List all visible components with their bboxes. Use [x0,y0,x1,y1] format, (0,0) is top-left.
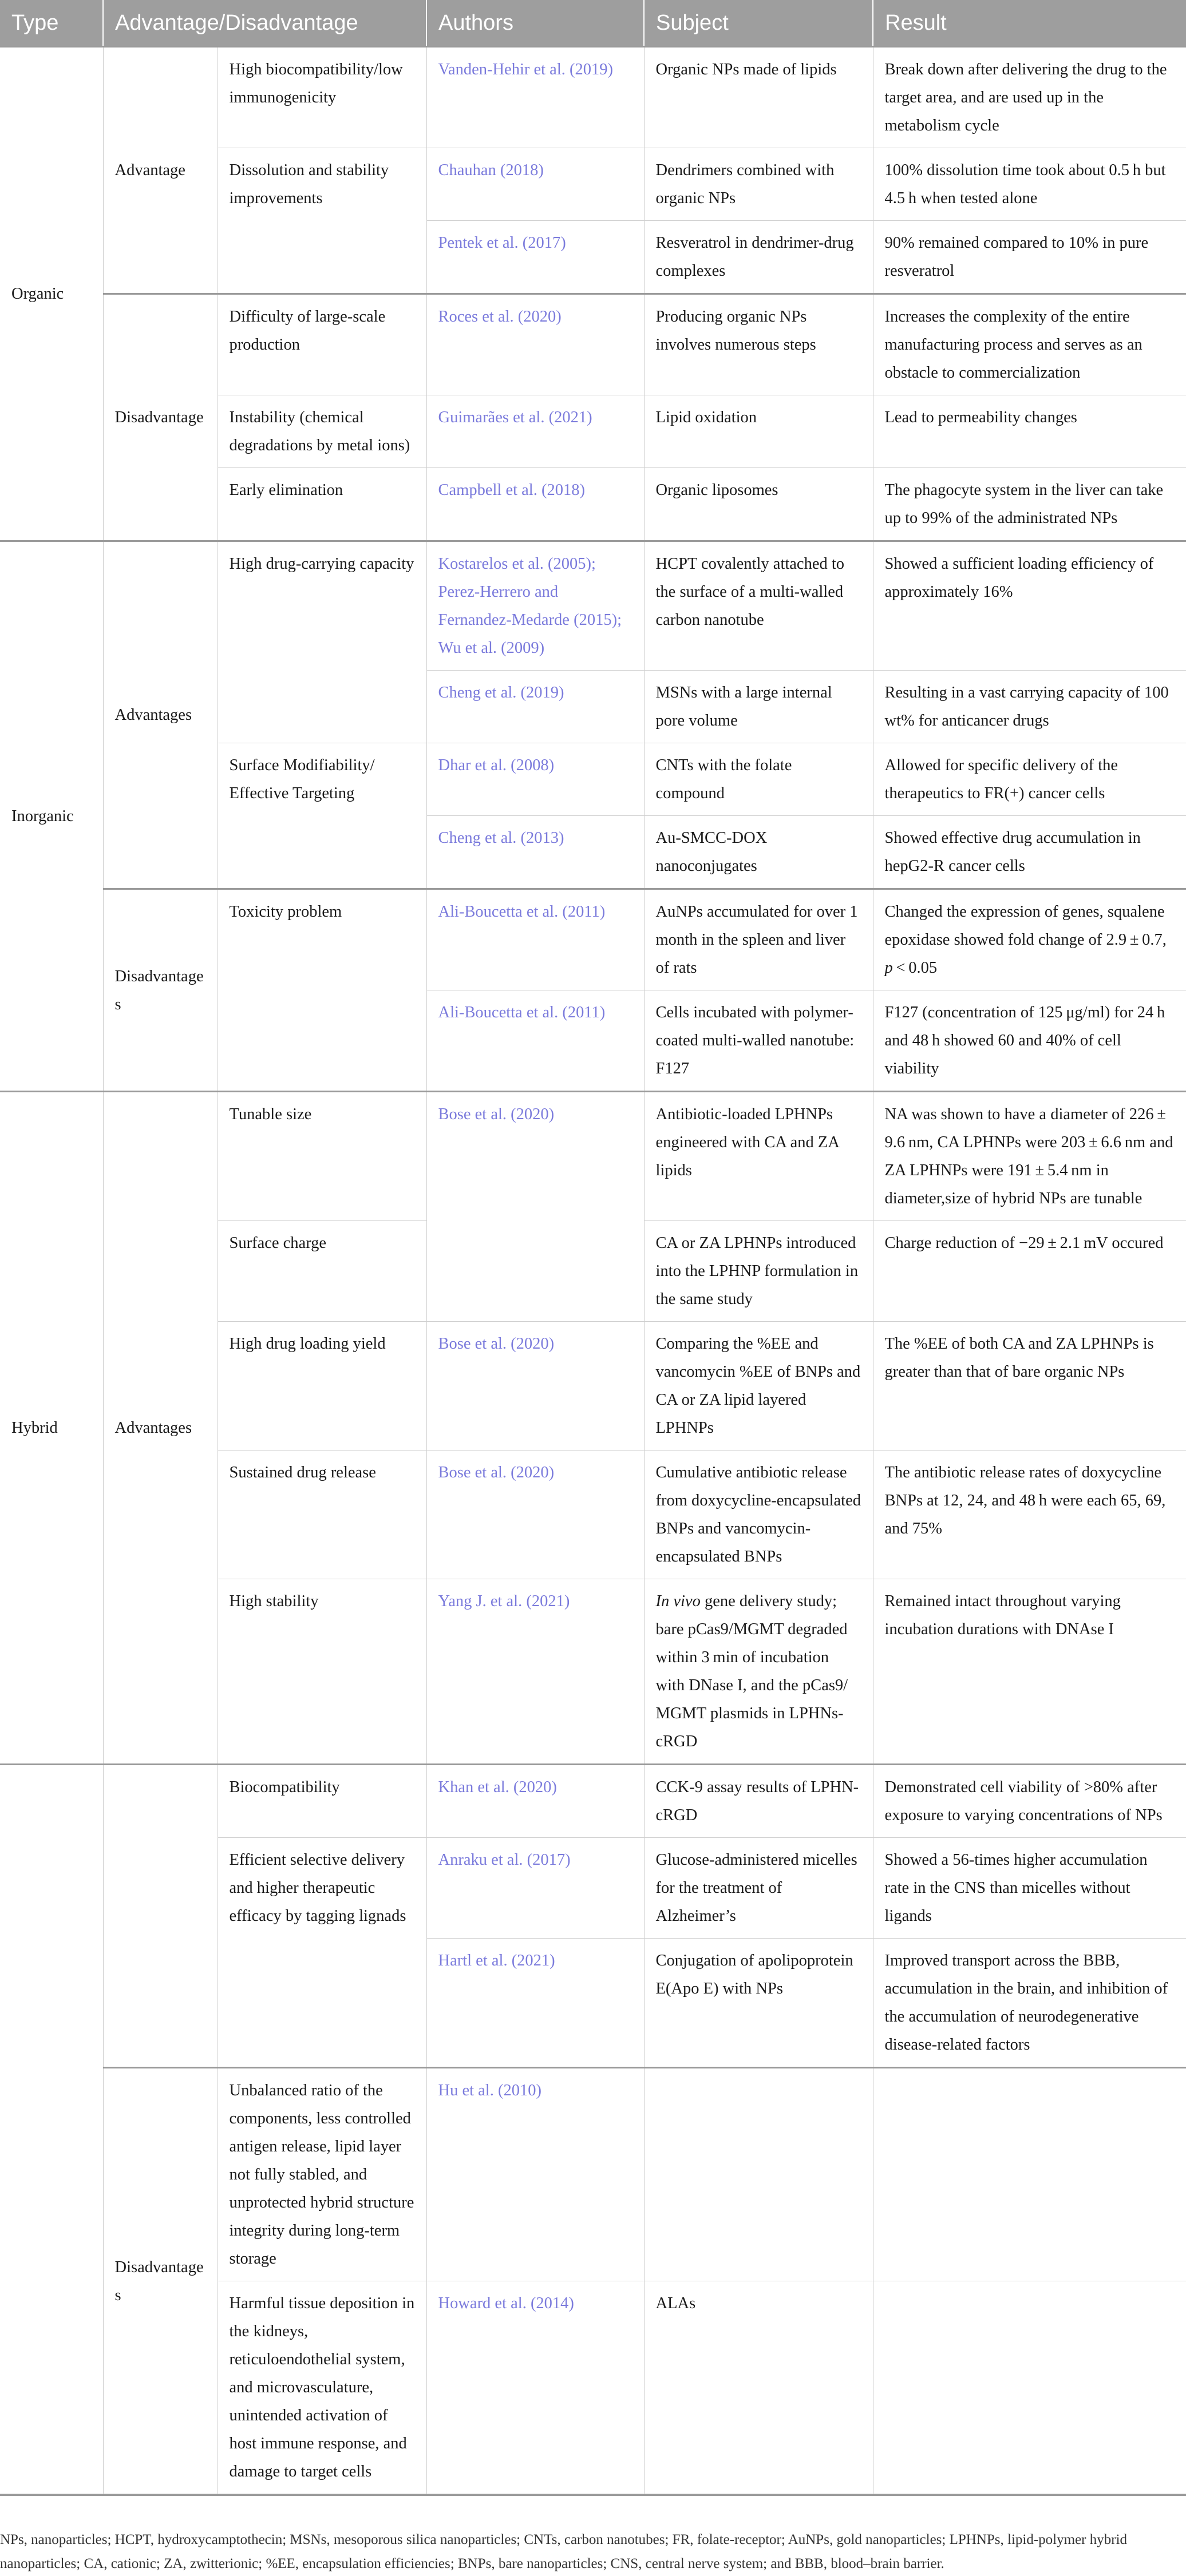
author-link[interactable]: Vanden-Hehir et al. (2019) [426,47,644,148]
table-header [0,0,1186,47]
feature-cell: Biocompatibility [218,1765,426,1838]
feature-cell: Instability (chemical degradations by metal ions) [218,395,426,468]
inorganic-advantages: Advantages [103,541,218,889]
feature-cell: Unbalanced ratio of the components, less controlled antigen release, lipid layer not fully stabled, and unprotected hybrid structure integrity during long-term storage [218,2068,426,2281]
table-row [0,889,1186,990]
inorganic-disadvantages: Disadvantages [103,889,218,1092]
subject-cell: Lipid oxidation [644,395,873,468]
result-cell: Showed a 56-times higher accumulation rate in the CNS than micelles without ligands [873,1838,1186,1939]
author-link[interactable]: Kostarelos et al. (2005); [438,555,596,573]
subject-cell: Cells incubated with polymer-coated multi-walled nanotube: F127 [644,990,873,1092]
result-cell: Increases the complexity of the entire manufacturing process and serves as an obstacle to commercialization [873,294,1186,395]
subject-cell: AuNPs accumulated for over 1 month in the spleen and liver of rats [644,889,873,990]
author-link[interactable]: Ali-Boucetta et al. (2011) [426,889,644,990]
author-link[interactable]: Pentek et al. (2017) [426,221,644,294]
author-link[interactable]: Dhar et al. (2008) [426,743,644,816]
table-row [0,1765,1186,1838]
subject-cell: Au-SMCC-DOX nanoconjugates [644,816,873,889]
feature-cell: High biocompatibility/low immunogenicity [218,47,426,148]
author-link[interactable]: Ali-Boucetta et al. (2011) [426,990,644,1092]
result-cell: Remained intact throughout varying incubation durations with DNAse I [873,1579,1186,1765]
result-cell: 90% remained compared to 10% in pure resveratrol [873,221,1186,294]
final-disadvantages: Disadvantages [103,2068,218,2494]
result-cell: Allowed for specific delivery of the therapeutics to FR(+) cancer cells [873,743,1186,816]
author-link[interactable]: Campbell et al. (2018) [426,468,644,541]
type-hybrid: Hybrid [0,1092,103,1765]
subject-cell: Antibiotic-loaded LPHNPs engineered with CA and ZA lipids [644,1092,873,1221]
feature-cell: Tunable size [218,1092,426,1221]
hybrid-advantages: Advantages [103,1092,218,1765]
subject-cell [644,2068,873,2281]
result-cell: NA was shown to have a diameter of 226 ± 9.6 nm, CA LPHNPs were 203 ± 6.6 nm and ZA LPHNPs were 191 ± 5.4 nm in diameter,size of hybrid NPs are tunable [873,1092,1186,1221]
subject-cell: Cumulative antibiotic release from doxycycline-encapsulated BNPs and vancomycin-encapsulated BNPs [644,1451,873,1579]
feature-cell: Sustained drug release [218,1451,426,1579]
feature-cell: Surface Modifiability/ Effective Targeting [218,743,426,889]
feature-cell: Dissolution and stability improvements [218,148,426,294]
subject-cell: CCK-9 assay results of LPHN-cRGD [644,1765,873,1838]
feature-cell: High drug-carrying capacity [218,541,426,743]
subject-cell: CA or ZA LPHNPs introduced into the LPHNP formulation in the same study [644,1221,873,1322]
p-value-symbol: p [884,959,893,977]
header-advantage-disadvantage: Advantage/Disadvantage [103,0,426,47]
result-cell: The antibiotic release rates of doxycycline BNPs at 12, 24, and 48 h were each 65, 69, and 75% [873,1451,1186,1579]
result-text: Changed the expression of genes, squalene epoxidase showed fold change of 2.9 ± 0.7, [884,903,1167,949]
final-advantages [103,1765,218,2068]
author-link[interactable]: Bose et al. (2020) [426,1092,644,1322]
result-cell: Break down after delivering the drug to the target area, and are used up in the metabolism cycle [873,47,1186,148]
author-link[interactable]: Anraku et al. (2017) [426,1838,644,1939]
result-cell: Improved transport across the BBB, accumulation in the brain, and inhibition of the accumulation of neurodegenerative disease-related factors [873,1939,1186,2068]
result-cell: Demonstrated cell viability of >80% after exposure to varying concentrations of NPs [873,1765,1186,1838]
table-row [0,294,1186,395]
organic-advantage: Advantage [103,47,218,294]
feature-cell: Harmful tissue deposition in the kidneys, reticuloendothelial system, and microvasculature, unintended activation of host immune response, and damage to target cells [218,2281,426,2494]
header-type: Type [0,0,103,47]
subject-cell: Dendrimers combined with organic NPs [644,148,873,221]
result-cell: Resulting in a vast carrying capacity of 100 wt% for anticancer drugs [873,671,1186,743]
result-cell: Charge reduction of −29 ± 2.1 mV occured [873,1221,1186,1322]
header-authors: Authors [426,0,644,47]
subject-cell: MSNs with a large internal pore volume [644,671,873,743]
feature-cell: Surface charge [218,1221,426,1322]
result-cell: The phagocyte system in the liver can take up to 99% of the administrated NPs [873,468,1186,541]
subject-emphasis: In vivo [655,1592,701,1610]
type-inorganic: Inorganic [0,541,103,1092]
feature-cell: Efficient selective delivery and higher therapeutic efficacy by tagging lignads [218,1838,426,2068]
subject-cell: Conjugation of apolipoprotein E(Apo E) with NPs [644,1939,873,2068]
feature-cell: High stability [218,1579,426,1765]
subject-cell: ALAs [644,2281,873,2494]
author-link[interactable]: Khan et al. (2020) [426,1765,644,1838]
subject-cell [644,1579,873,1765]
result-cell: F127 (concentration of 125 μg/ml) for 24 h and 48 h showed 60 and 40% of cell viability [873,990,1186,1092]
result-cell [873,2281,1186,2494]
subject-text: gene delivery study; bare pCas9/MGMT degraded within 3 min of incubation with DNase I, and the pCas9/ MGMT plasmids in LPHNs-cRGD [655,1592,848,1750]
result-cell [873,2068,1186,2281]
table-footnote: NPs, nanoparticles; HCPT, hydroxycamptothecin; MSNs, mesoporous silica nanoparticles; CNTs, carbon nanotubes; FR, folate-receptor; AuNPs, gold nanoparticles; LPHNPs, lipid-polymer hybrid nanoparticles; CA, cationic; ZA, zwitterionic; %EE, encapsulation efficiencies; BNPs, bare nanoparticles; CNS, central nerve system; and BBB, blood–brain barrier. [0,2494,1186,2576]
table-body [0,47,1186,2494]
author-link[interactable]: Guimarães et al. (2021) [426,395,644,468]
subject-cell: CNTs with the folate compound [644,743,873,816]
author-cell [426,541,644,671]
table-row [0,2068,1186,2281]
subject-cell: Resveratrol in dendrimer-drug complexes [644,221,873,294]
header-subject: Subject [644,0,873,47]
feature-cell: High drug loading yield [218,1322,426,1451]
author-link[interactable]: Chauhan (2018) [426,148,644,221]
subject-cell: Organic NPs made of lipids [644,47,873,148]
author-link[interactable]: Howard et al. (2014) [426,2281,644,2494]
result-cell [873,889,1186,990]
subject-cell: Comparing the %EE and vancomycin %EE of BNPs and CA or ZA lipid layered LPHNPs [644,1322,873,1451]
result-cell: Showed a sufficient loading efficiency of approximately 16% [873,541,1186,671]
author-link[interactable]: Yang J. et al. (2021) [426,1579,644,1765]
author-link[interactable]: Cheng et al. (2019) [426,671,644,743]
result-cell: The %EE of both CA and ZA LPHNPs is greater than that of bare organic NPs [873,1322,1186,1451]
feature-cell: Early elimination [218,468,426,541]
result-cell: 100% dissolution time took about 0.5 h but 4.5 h when tested alone [873,148,1186,221]
result-cell: Lead to permeability changes [873,395,1186,468]
header-result: Result [873,0,1186,47]
subject-cell: Producing organic NPs involves numerous steps [644,294,873,395]
feature-cell: Toxicity problem [218,889,426,1092]
type-organic: Organic [0,47,103,541]
p-value-text: < 0.05 [892,959,938,977]
table-row [0,541,1186,671]
author-link[interactable]: Bose et al. (2020) [426,1322,644,1451]
author-link[interactable]: Perez-Herrero and Fernandez-Medarde (2015); Wu et al. (2009) [438,583,622,657]
subject-cell: Organic liposomes [644,468,873,541]
organic-disadvantage: Disadvantage [103,294,218,541]
subject-cell: Glucose-administered micelles for the treatment of Alzheimer’s [644,1838,873,1939]
table-row [0,47,1186,148]
feature-cell: Difficulty of large-scale production [218,294,426,395]
author-link[interactable]: Bose et al. (2020) [426,1451,644,1579]
type-unlabeled [0,1765,103,2494]
table-row [0,1092,1186,1221]
subject-cell: HCPT covalently attached to the surface of a multi-walled carbon nanotube [644,541,873,671]
author-link[interactable]: Cheng et al. (2013) [426,816,644,889]
author-link[interactable]: Roces et al. (2020) [426,294,644,395]
author-link[interactable]: Hartl et al. (2021) [426,1939,644,2068]
result-cell: Showed effective drug accumulation in hepG2-R cancer cells [873,816,1186,889]
author-link[interactable]: Hu et al. (2010) [426,2068,644,2281]
